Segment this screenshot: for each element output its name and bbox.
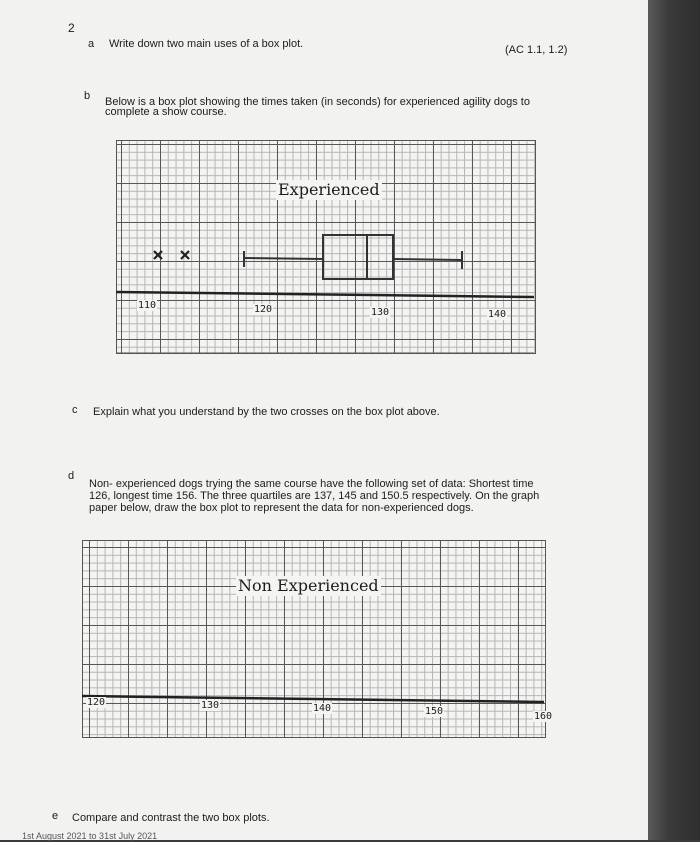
non-experienced-tick-label: 140 bbox=[313, 703, 332, 714]
part-e-question: Compare and contrast the two box plots. bbox=[72, 812, 270, 824]
part-b-letter: b bbox=[84, 90, 91, 102]
part-a-question: Write down two main uses of a box plot. bbox=[109, 38, 304, 50]
experienced-tick-label: 120 bbox=[254, 304, 273, 315]
experienced-graph-title: Experienced bbox=[278, 180, 380, 199]
part-b-question-line1: Below is a box plot showing the times taken (in seconds) for experienced agility dogs to bbox=[105, 96, 530, 108]
footer-date-range: 1st August 2021 to 31st July 2021 bbox=[22, 831, 158, 841]
non-experienced-graph-title: Non Experienced bbox=[238, 576, 379, 595]
part-b-question-line2: complete a show course. bbox=[105, 106, 227, 118]
part-d-letter: d bbox=[68, 470, 75, 482]
non-experienced-tick-label: 150 bbox=[425, 706, 444, 717]
experienced-tick-label: 140 bbox=[488, 309, 507, 320]
background-edge bbox=[648, 0, 700, 840]
non-experienced-tick-label: 120 bbox=[87, 697, 106, 708]
non-experienced-axis-line bbox=[82, 696, 544, 702]
part-c-letter: c bbox=[72, 404, 78, 416]
question-number: 2 bbox=[68, 21, 75, 35]
non-experienced-tick-label: 160 bbox=[534, 711, 553, 722]
part-c-question: Explain what you understand by the two crosses on the box plot above. bbox=[93, 406, 440, 418]
experienced-tick-label: 110 bbox=[138, 300, 157, 311]
experienced-tick-label: 130 bbox=[371, 307, 390, 318]
non-experienced-tick-label: 130 bbox=[201, 700, 220, 711]
part-d-question-line3: paper below, draw the box plot to represent the data for non-experienced dogs. bbox=[89, 502, 474, 514]
part-d-question-line1: Non- experienced dogs trying the same course have the following set of data: Shortest time bbox=[89, 478, 534, 490]
part-e-letter: e bbox=[52, 810, 59, 822]
part-d-question-line2: 126, longest time 156. The three quartiles are 137, 145 and 150.5 respectively. On the graph bbox=[89, 490, 540, 502]
assessment-criteria: (AC 1.1, 1.2) bbox=[505, 44, 568, 56]
part-a-letter: a bbox=[88, 38, 95, 50]
